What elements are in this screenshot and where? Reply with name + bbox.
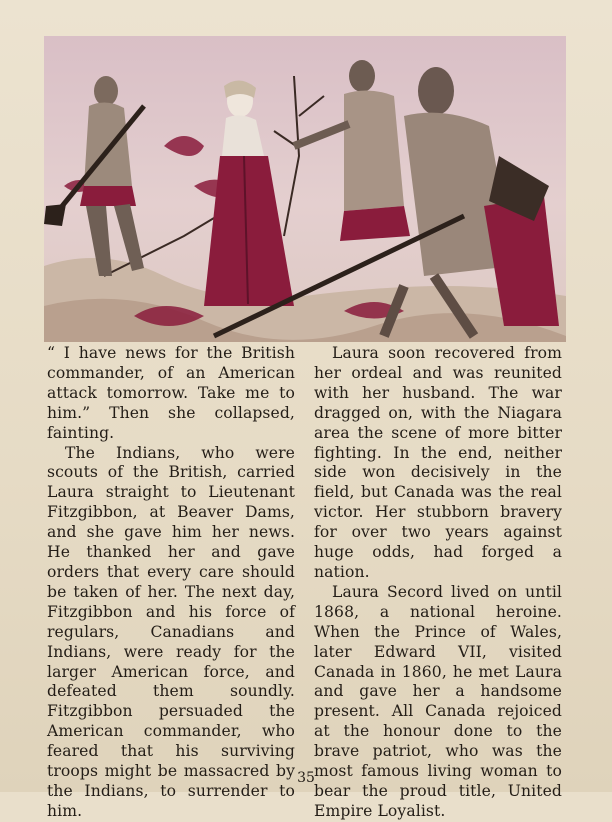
right-text-column bbox=[314, 344, 562, 822]
laura-figure bbox=[204, 80, 294, 306]
left-paragraph-1: “ I have news for the British commander, of an American attack tomorrow. Take me to him.” Then she collapsed, fainting. bbox=[47, 344, 295, 442]
illustration-drawing bbox=[44, 36, 566, 342]
right-paragraph-1: Laura soon recovered from her ordeal and was reunited with her husband. The war dragged on, with the Niagara area the scene of more bitter fighting. In the end, neither side won decisively in the field, but Canada was the real victor. Her stubborn bravery for over two years against huge odds, had forged a nation. bbox=[314, 344, 562, 581]
left-text-column bbox=[47, 344, 295, 822]
story-illustration bbox=[44, 36, 566, 342]
right-paragraph-2: Laura Secord lived on until 1868, a national heroine. When the Prince of Wales, later Edward VII, visited Canada in 1860, he met Laura and gave her a handsome present. All Canada rejoiced at the honour done to the brave patriot, who was the most famous living woman to bear the proud title, United Empire Loyalist. bbox=[314, 582, 562, 820]
page-number: 35 bbox=[297, 770, 315, 786]
left-warrior-figure bbox=[44, 76, 144, 276]
left-paragraph-2: The Indians, who were scouts of the British, carried Laura straight to Lieutenant Fitzgibbon, at Beaver Dams, and she gave him her news. He thanked her and gave orders that every care should be taken of her. The next day, Fitzgibbon and his force of regulars, Canadians and Indians, were ready for the larger American force, and defeated them soundly. Fitzgibbon persuaded the American commander, who feared that his surviving troops might be massacred by the Indians, to surrender to him. bbox=[47, 443, 295, 820]
center-warrior-figure bbox=[294, 60, 410, 241]
